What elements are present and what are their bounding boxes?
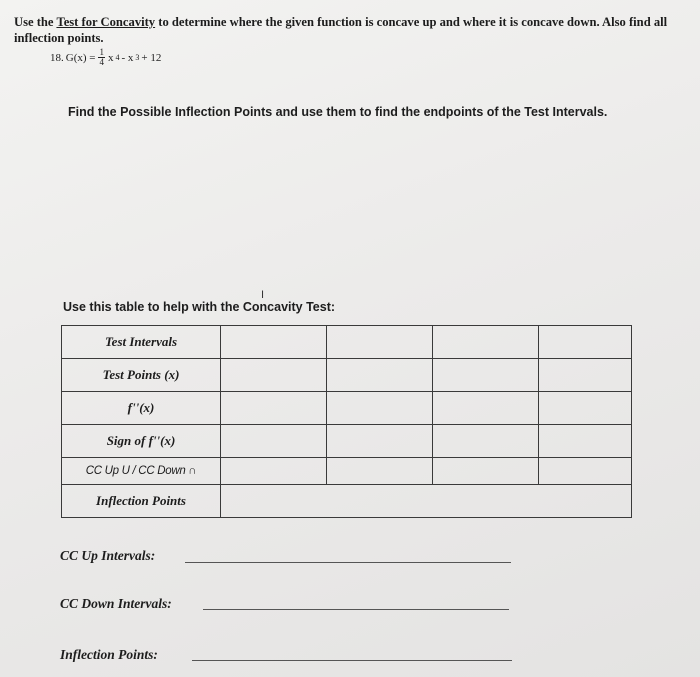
function-lhs: G(x) =	[65, 51, 96, 64]
table-cell[interactable]	[327, 359, 433, 392]
inflection-answer-line[interactable]	[192, 660, 512, 661]
table-cell[interactable]	[433, 359, 539, 392]
row-label-test-intervals: Test Intervals	[62, 326, 221, 359]
table-cell[interactable]	[539, 425, 632, 458]
table-cell-wide[interactable]	[221, 485, 632, 518]
table-cell[interactable]	[221, 425, 327, 458]
table-row	[62, 485, 632, 518]
table-row	[62, 392, 632, 425]
table-caption: Use this table to help with the Concavity Test:	[63, 300, 336, 314]
instructions-part2: to determine where the given function is concave up and where it is concave down. Also find all inflection points.	[14, 15, 668, 45]
row-label-sign: Sign of f''(x)	[62, 425, 221, 458]
cc-up-label: CC Up Intervals:	[60, 548, 156, 563]
table-cell[interactable]	[539, 326, 632, 359]
fraction-denominator: 4	[99, 57, 104, 67]
exponent-2: 3	[135, 53, 140, 62]
table-row	[62, 425, 632, 458]
table-row	[62, 326, 632, 359]
exponent-1: 4	[115, 53, 120, 62]
term-3: + 12	[141, 51, 162, 64]
row-label-second-derivative: f''(x)	[62, 392, 221, 425]
table-cell[interactable]	[433, 458, 539, 485]
concavity-table	[61, 325, 632, 518]
table-cell[interactable]	[221, 359, 327, 392]
cc-down-label: CC Down Intervals:	[60, 596, 172, 611]
instructions	[14, 14, 684, 46]
table-cell[interactable]	[433, 326, 539, 359]
row-label-cc-up-down: CC Up U / CC Down ∩	[62, 458, 221, 485]
problem-number: 18.	[50, 51, 64, 64]
table-cell[interactable]	[539, 458, 632, 485]
table-cell[interactable]	[433, 425, 539, 458]
row-label-inflection-points: Inflection Points	[62, 485, 221, 518]
table-cell[interactable]	[327, 392, 433, 425]
instructions-part1: Use the	[14, 15, 57, 29]
cc-down-answer-line[interactable]	[203, 609, 509, 610]
row-label-test-points: Test Points (x)	[62, 359, 221, 392]
text-cursor-icon: I	[261, 289, 265, 301]
table-cell[interactable]	[539, 359, 632, 392]
cc-up-answer-line[interactable]	[185, 562, 511, 563]
table-cell[interactable]	[433, 392, 539, 425]
find-prompt: Find the Possible Inflection Points and use them to find the endpoints of the Test Intervals.	[68, 105, 608, 119]
fraction	[98, 48, 105, 67]
term-1: x	[107, 51, 114, 64]
table-cell[interactable]	[327, 458, 433, 485]
table-cell[interactable]	[221, 458, 327, 485]
table-cell[interactable]	[221, 392, 327, 425]
table-row	[62, 458, 632, 485]
problem-statement	[50, 48, 161, 67]
table-row	[62, 359, 632, 392]
fraction-numerator: 1	[99, 47, 104, 57]
inflection-points-label: Inflection Points:	[60, 647, 158, 662]
table-cell[interactable]	[221, 326, 327, 359]
term-2: - x	[121, 51, 134, 64]
table-cell[interactable]	[539, 392, 632, 425]
table-cell[interactable]	[327, 425, 433, 458]
table-cell[interactable]	[327, 326, 433, 359]
test-for-concavity-link[interactable]: Test for Concavity	[56, 15, 156, 29]
